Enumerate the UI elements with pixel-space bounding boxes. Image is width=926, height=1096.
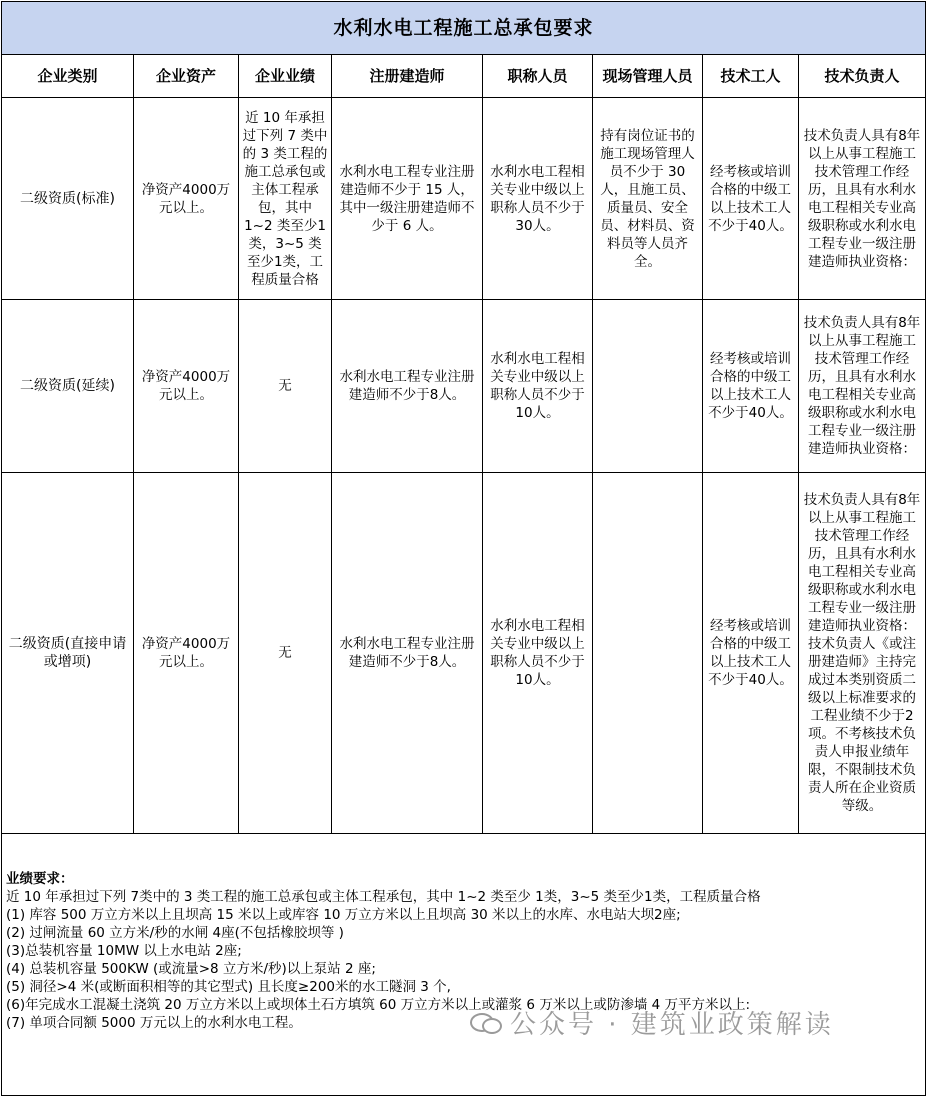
header-assets: 企业资产 xyxy=(134,55,239,98)
cell-performance: 近 10 年承担过下列 7 类中的 3 类工程的施工总承包或主体工程承包，其中 1~2 类至少1类，3~5 类至少1类，工程质量合格 xyxy=(239,98,332,300)
notes-line: (6)年完成水工混凝土浇筑 20 万立方米以上或坝体土石方填筑 60 万立方米以上或灌浆 6 万米以上或防渗墙 4 万平方米以上: xyxy=(6,997,751,1013)
watermark-text: 公众号 · 建筑业政策解读 xyxy=(510,1009,834,1040)
notes-line: (7) 单项合同额 5000 万元以上的水利水电工程。 xyxy=(6,1015,302,1031)
cell-site-managers xyxy=(593,300,703,473)
cell-constructors: 水利水电工程专业注册建造师不少于8人。 xyxy=(332,300,483,473)
cell-assets: 净资产4000万元以上。 xyxy=(134,300,239,473)
table-row xyxy=(2,473,926,834)
table-row xyxy=(2,300,926,473)
header-performance: 企业业绩 xyxy=(239,55,332,98)
notes-line: (3)总装机容量 10MW 以上水电站 2座; xyxy=(6,943,242,959)
header-row xyxy=(2,55,926,98)
cell-performance: 无 xyxy=(239,473,332,834)
cell-titled-staff: 水利水电工程相关专业中级以上职称人员不少于10人。 xyxy=(483,300,593,473)
cell-tech-lead: 技术负责人具有8年以上从事工程施工技术管理工作经历，且具有水利水电工程相关专业高级职称或水利水电工程专业一级注册建造师执业资格：技术负责人《或注册建造师》主持完成过本类别资质二级以上标准要求的工程业绩不少于2项。不考核技术负责人申报业绩年限，不限制技术负责人所在企业资质等级。 xyxy=(799,473,926,834)
header-titled-staff: 职称人员 xyxy=(483,55,593,98)
cell-category: 二级资质(直接申请或增项) xyxy=(2,473,134,834)
header-site-managers: 现场管理人员 xyxy=(593,55,703,98)
header-workers: 技术工人 xyxy=(703,55,799,98)
notes-line: (5) 洞径>4 米(或断面积相等的其它型式) 且长度≥200米的水工隧洞 3 个, xyxy=(6,979,451,995)
cell-category: 二级资质(标准) xyxy=(2,98,134,300)
cell-category: 二级资质(延续) xyxy=(2,300,134,473)
cell-site-managers: 持有岗位证书的施工现场管理人员不少于 30 人，且施工员、质量员、安全员、材料员、资料员等人员齐全。 xyxy=(593,98,703,300)
cell-assets: 净资产4000万元以上。 xyxy=(134,98,239,300)
header-category: 企业类别 xyxy=(2,55,134,98)
header-tech-lead: 技术负责人 xyxy=(799,55,926,98)
notes-line: 近 10 年承担过下列 7类中的 3 类工程的施工总承包或主体工程承包，其中 1~2 类至少 1类，3~5 类至少1类，工程质量合格 xyxy=(6,889,761,905)
header-constructors: 注册建造师 xyxy=(332,55,483,98)
cell-titled-staff: 水利水电工程相关专业中级以上职称人员不少于10人。 xyxy=(483,473,593,834)
cell-performance: 无 xyxy=(239,300,332,473)
notes-section xyxy=(2,834,926,1096)
notes-title: 业绩要求： xyxy=(6,871,74,887)
table-row xyxy=(2,98,926,300)
cell-constructors: 水利水电工程专业注册建造师不少于 15 人，其中一级注册建造师不少于 6 人。 xyxy=(332,98,483,300)
notes-line: (2) 过闸流量 60 立方米/秒的水闸 4座(不包括橡胶坝等 ) xyxy=(6,925,344,941)
notes-line: (4) 总装机容量 500KW (或流量>8 立方米/秒)以上泵站 2 座; xyxy=(6,961,376,977)
qualification-table xyxy=(1,1,926,1096)
table-title: 水利水电工程施工总承包要求 xyxy=(2,2,926,55)
cell-assets: 净资产4000万元以上。 xyxy=(134,473,239,834)
cell-workers: 经考核或培训合格的中级工以上技术工人不少于40人。 xyxy=(703,300,799,473)
cell-workers: 经考核或培训合格的中级工以上技术工人不少于40人。 xyxy=(703,98,799,300)
notes-line: (1) 库容 500 万立方米以上且坝高 15 米以上或库容 10 万立方米以上且坝高 30 米以上的水库、水电站大坝2座; xyxy=(6,907,681,923)
cell-tech-lead: 技术负责人具有8年以上从事工程施工技术管理工作经历，且具有水利水电工程相关专业高级职称或水利水电工程专业一级注册建造师执业资格： xyxy=(799,300,926,473)
cell-workers: 经考核或培训合格的中级工以上技术工人不少于40人。 xyxy=(703,473,799,834)
cell-tech-lead: 技术负责人具有8年以上从事工程施工技术管理工作经历，且具有水利水电工程相关专业高级职称或水利水电工程专业一级注册建造师执业资格： xyxy=(799,98,926,300)
cell-site-managers xyxy=(593,473,703,834)
cell-titled-staff: 水利水电工程相关专业中级以上职称人员不少于30人。 xyxy=(483,98,593,300)
cell-constructors: 水利水电工程专业注册建造师不少于8人。 xyxy=(332,473,483,834)
notes-row xyxy=(2,834,926,1096)
